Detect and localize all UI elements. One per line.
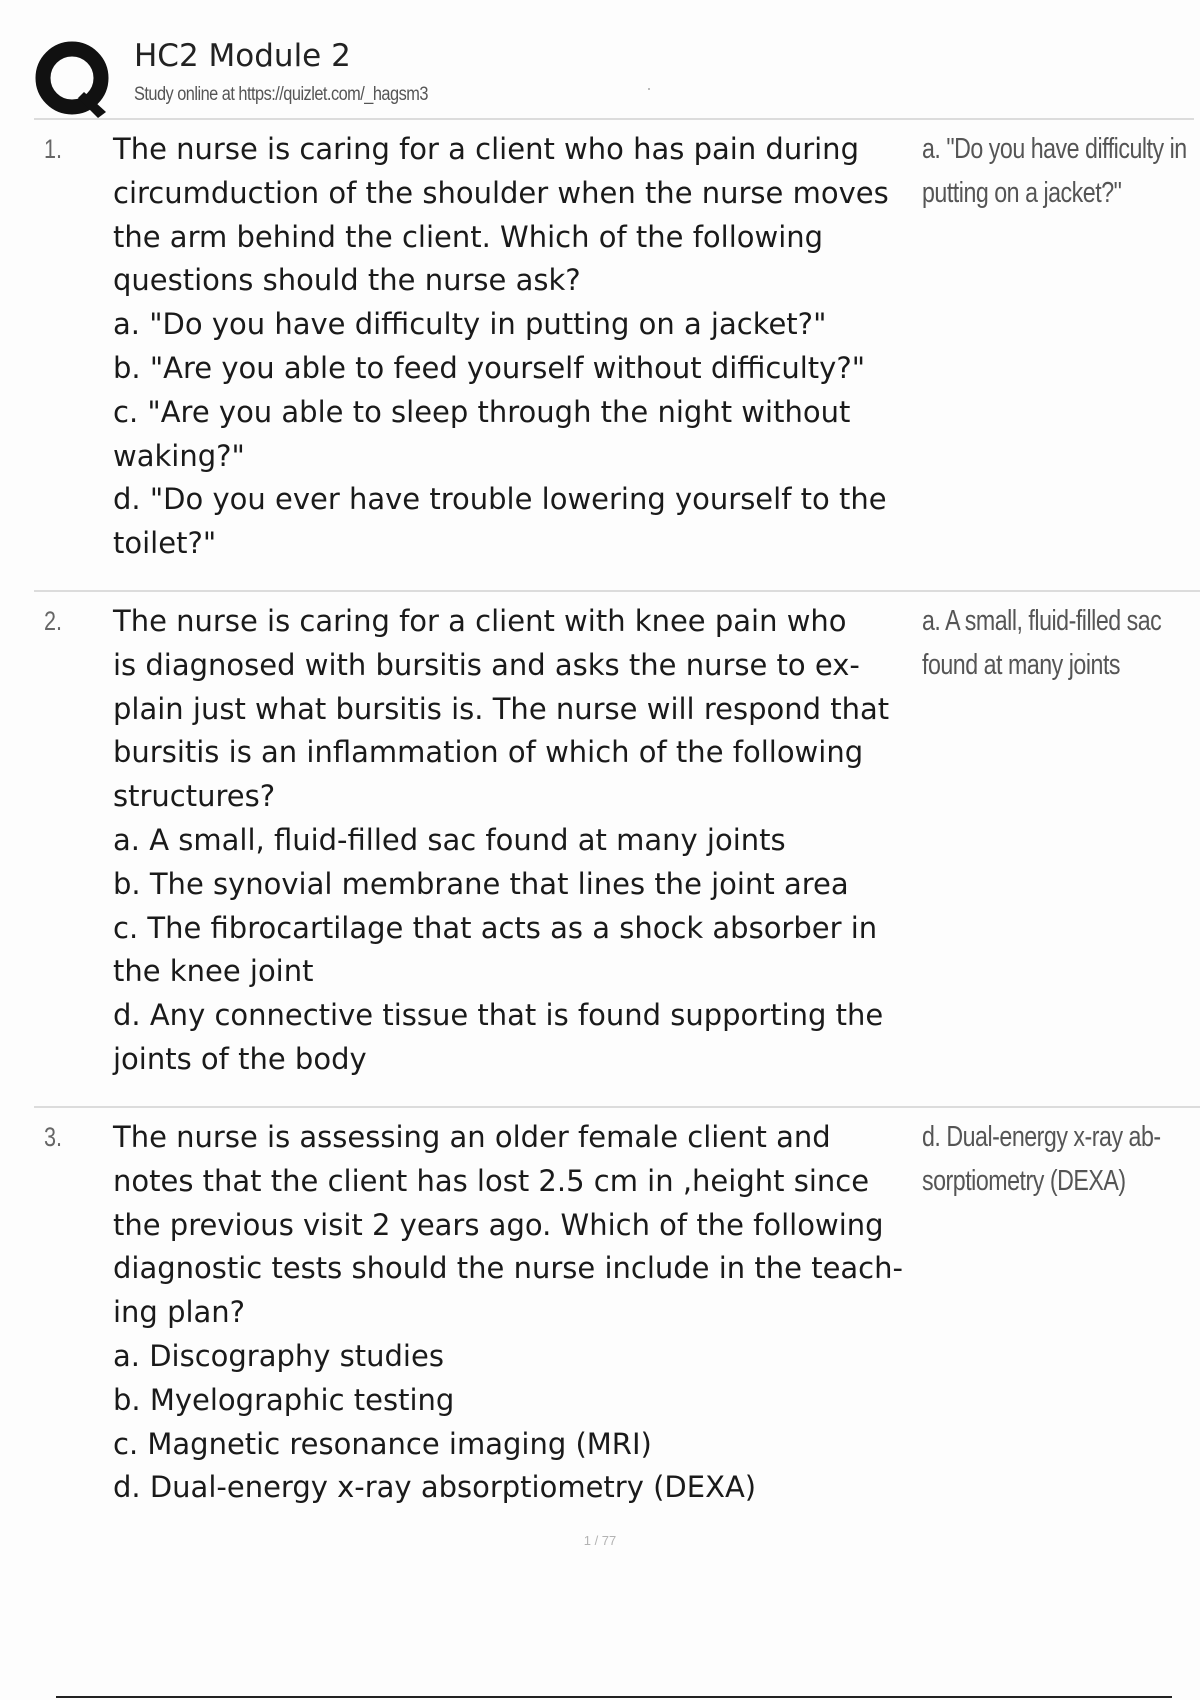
term-line: a. A small, fluid-filled sac found at many joints <box>113 822 786 857</box>
term-line: diagnostic tests should the nurse include in the teach- <box>113 1251 903 1286</box>
term-line: waking?" <box>113 438 245 473</box>
card-number: 2. <box>44 606 63 636</box>
definition-line: putting on a jacket?" <box>922 176 1122 209</box>
term-line: the previous visit 2 years ago. Which of the following <box>113 1207 884 1242</box>
term-line: questions should the nurse ask? <box>113 263 581 298</box>
flashcard <box>34 592 1200 1108</box>
term-line: The nurse is assessing an older female client and <box>113 1120 831 1154</box>
term-line: circumduction of the shoulder when the nurse moves <box>113 175 889 210</box>
term-line: b. Myelographic testing <box>113 1382 455 1417</box>
document-header <box>34 36 1194 120</box>
definition-line: sorptiometry (DEXA) <box>922 1164 1126 1197</box>
term-line: c. The fibrocartilage that acts as a shock absorber in <box>113 910 878 945</box>
term-line: b. The synovial membrane that lines the joint area <box>113 866 849 901</box>
term-line: b. "Are you able to feed yourself without difficulty?" <box>113 350 866 385</box>
term-line: toilet?" <box>113 526 217 561</box>
term-line: a. Discography studies <box>113 1338 444 1373</box>
card-definition <box>922 1116 1200 1204</box>
term-line: The nurse is caring for a client who has pain during <box>113 132 859 166</box>
study-online-link[interactable]: Study online at https://quizlet.com/_hagsm3 <box>134 84 428 105</box>
term-line: d. Any connective tissue that is found supporting the <box>113 998 884 1033</box>
term-line: d. Dual-energy x-ray absorptiometry (DEXA) <box>113 1470 757 1505</box>
term-line: The nurse is caring for a client with knee pain who <box>113 604 847 638</box>
flashcard <box>34 120 1200 592</box>
term-line: the knee joint <box>113 954 314 989</box>
card-term <box>113 600 890 1082</box>
card-number: 1. <box>44 134 63 164</box>
flashcard <box>34 1108 1200 1528</box>
footer-divider <box>56 1696 1172 1698</box>
term-line: c. "Are you able to sleep through the night without <box>113 394 851 429</box>
definition-line: a. "Do you have difficulty in <box>922 133 1187 165</box>
card-definition <box>922 128 1200 216</box>
term-line: joints of the body <box>113 1041 367 1076</box>
term-line: ing plan? <box>113 1295 246 1330</box>
card-term <box>113 1116 903 1510</box>
term-line: c. Magnetic resonance imaging (MRI) <box>113 1426 652 1461</box>
term-line: bursitis is an inflammation of which of the following <box>113 735 864 770</box>
term-line: a. "Do you have difficulty in putting on a jacket?" <box>113 307 827 342</box>
card-term <box>113 128 889 566</box>
term-line: notes that the client has lost 2.5 cm in ,height since <box>113 1163 870 1198</box>
definition-line: found at many joints <box>922 648 1121 681</box>
term-line: structures? <box>113 779 276 814</box>
definition-line: d. Dual-energy x-ray ab- <box>922 1121 1161 1153</box>
document-title: HC2 Module 2 <box>134 38 351 74</box>
definition-line: a. A small, fluid-filled sac <box>922 605 1162 637</box>
stray-mark <box>648 88 650 90</box>
term-line: plain just what bursitis is. The nurse will respond that <box>113 691 890 726</box>
term-line: d. "Do you ever have trouble lowering yourself to the <box>113 482 887 517</box>
term-line: the arm behind the client. Which of the following <box>113 219 824 254</box>
term-line: is diagnosed with bursitis and asks the nurse to ex- <box>113 647 860 682</box>
card-number: 3. <box>44 1122 63 1152</box>
card-definition <box>922 600 1200 688</box>
page-number: 1 / 77 <box>583 1533 617 1548</box>
quizlet-q-logo-icon <box>34 40 114 120</box>
